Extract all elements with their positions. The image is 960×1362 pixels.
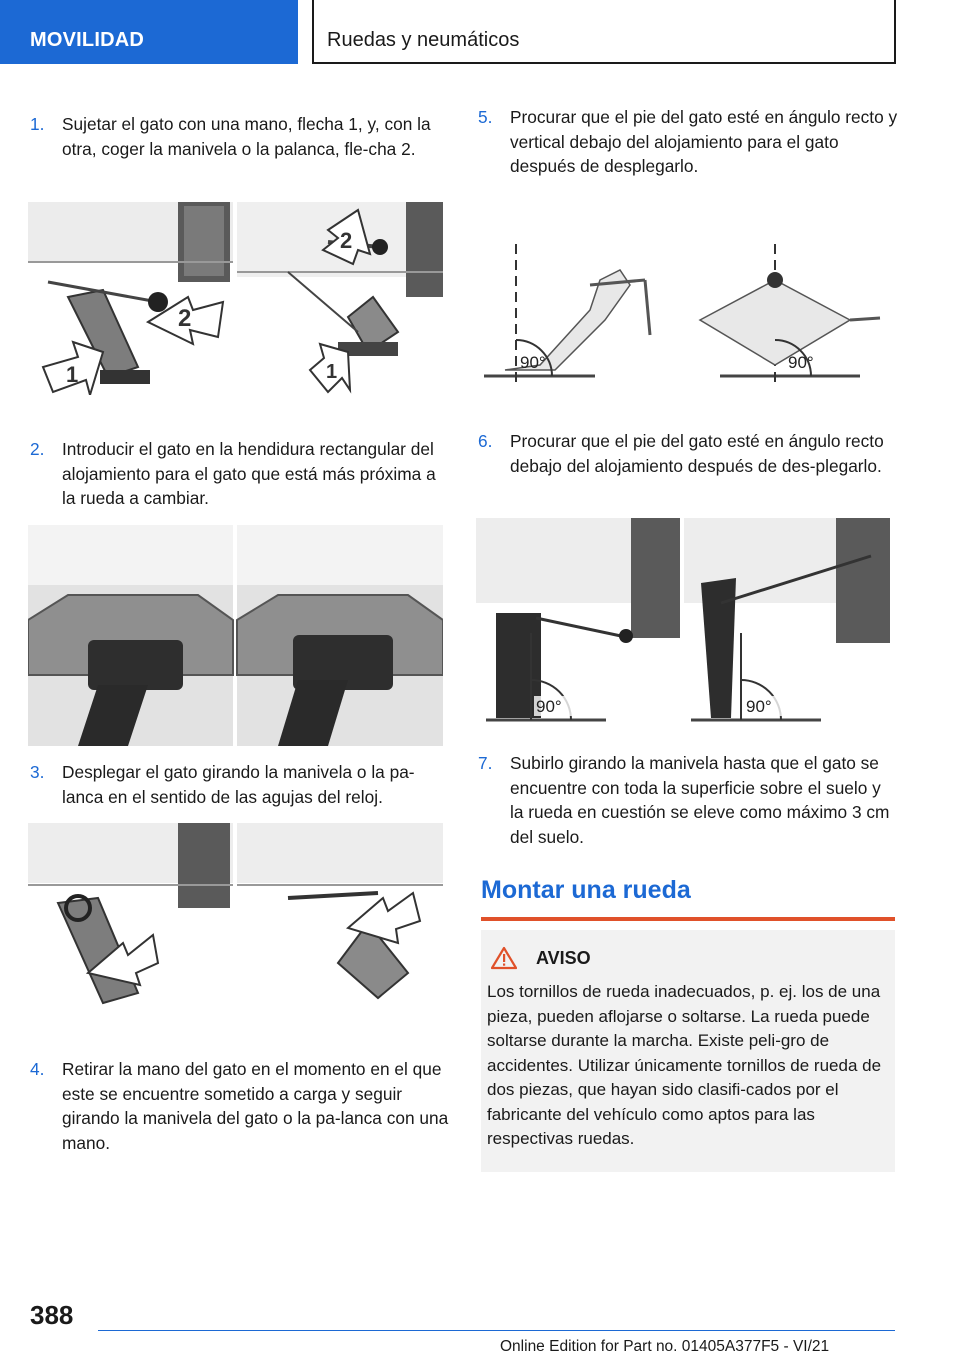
warning-text: Los tornillos de rueda inadecuados, p. ej. los de una pieza, pueden aflojarse o soltarse. La rueda puede soltarse durante la marcha. Existe peli-gro de accidentes. Utilizar únicamente tornillos de rueda de dos piezas, que hayan sido clasifi-cados por el fabricante del vehículo como aptos para las respectivas ruedas. [487, 982, 882, 1148]
angle-label: 90° [520, 353, 546, 372]
step-number: 5. [478, 107, 493, 127]
section-title: Montar una rueda [481, 876, 691, 904]
step-5 [478, 105, 898, 179]
step-1 [30, 112, 450, 161]
step-text: Desplegar el gato girando la manivela o la pa-lanca en el sentido de las agujas del reloj. [62, 762, 415, 807]
figure-jack-angle-photo [476, 518, 890, 722]
figure-jack-grip [28, 202, 443, 395]
arrow-label-2: 2 [178, 305, 192, 332]
step-text: Subirlo girando la manivela hasta que el gato se encuentre con toda la superficie sobre el suelo y la rueda en cuestión se eleve como máximo 3 cm del suelo. [510, 753, 890, 847]
page-number: 388 [30, 1300, 74, 1330]
step-number: 7. [478, 753, 493, 773]
step-text: Procurar que el pie del gato esté en ángulo recto debajo del alojamiento después de des-plegarlo. [510, 431, 884, 476]
svg-text:90°: 90° [788, 353, 814, 372]
step-4 [30, 1057, 450, 1155]
step-text: Procurar que el pie del gato esté en ángulo recto y vertical debajo del alojamiento para el gato después de desplegarlo. [510, 107, 898, 176]
step-text: Retirar la mano del gato en el momento en el que este se encuentre sometido a carga y seguir girando la manivela del gato o la pa-lanca con una mano. [62, 1059, 449, 1153]
figure-jack-angle-drawing [480, 240, 895, 385]
section-rule [481, 917, 895, 921]
step-text: Sujetar el gato con una mano, flecha 1, y, con la otra, coger la manivela o la palanca, fle-cha 2. [62, 114, 431, 159]
step-2 [30, 437, 450, 511]
warning-box [481, 930, 895, 1172]
step-number: 2. [30, 439, 45, 459]
step-7 [478, 751, 898, 849]
footer-edition: Online Edition for Part no. 01405A377F5 - VI/21 [500, 1338, 830, 1355]
svg-text:2: 2 [340, 228, 353, 253]
step-3 [30, 760, 450, 809]
svg-text:1: 1 [326, 361, 338, 383]
svg-text:90°: 90° [746, 697, 772, 716]
figure-jack-seat [28, 525, 443, 746]
step-number: 3. [30, 762, 45, 782]
arrow-label-1: 1 [66, 362, 79, 387]
figure-jack-unfold [28, 823, 443, 1015]
step-number: 1. [30, 114, 45, 134]
svg-text:90°: 90° [536, 697, 562, 716]
footer-rule [98, 1330, 895, 1331]
step-number: 6. [478, 431, 493, 451]
header-section: MOVILIDAD [0, 0, 298, 64]
step-6 [478, 429, 898, 478]
header-chapter: Ruedas y neumáticos [312, 0, 896, 64]
step-number: 4. [30, 1059, 45, 1079]
warning-triangle-icon [491, 946, 517, 970]
step-text: Introducir el gato en la hendidura rectangular del alojamiento para el gato que está más próxima a la rueda a cambiar. [62, 439, 436, 508]
warning-title: AVISO [536, 947, 591, 968]
warning-header [487, 944, 887, 972]
